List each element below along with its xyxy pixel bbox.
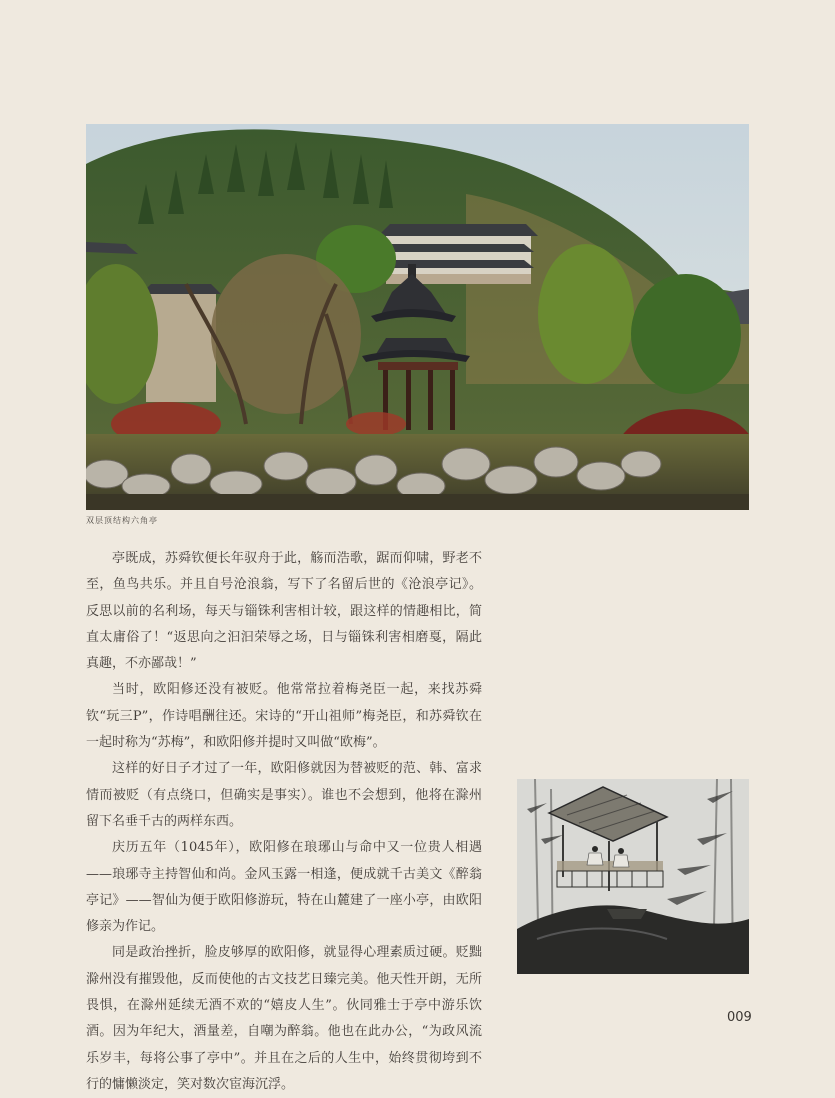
paragraph: 庆历五年（1045年），欧阳修在琅琊山与命中又一位贵人相遇——琅琊寺主持智仙和尚。金风玉露一相逢，便成就千古美文《醉翁亭记》——智仙为便于欧阳修游玩，特在山麓建了一座小亭，由欧阳修亲为作记。	[86, 840, 482, 935]
ink-painting-image	[517, 779, 749, 974]
photo-caption: 双层顶结构六角亭	[86, 516, 158, 525]
pavilion-photo-image	[86, 124, 749, 510]
ink-painting	[517, 779, 749, 974]
paragraph: 亭既成，苏舜钦便长年驭舟于此，觞而浩歌，踞而仰啸，野老不至，鱼鸟共乐。并且自号沧浪翁，写下了名留后世的《沧浪亭记》。反思以前的名利场，每天与锱铢利害相计较，跟这样的情趣相比，简直太庸俗了！“返思向之汩汩荣辱之场，日与锱铢利害相磨戛，隔此真趣，不亦鄙哉！”	[86, 551, 482, 672]
paragraph: 同是政治挫折，脸皮够厚的欧阳修，就显得心理素质过硬。贬黜滁州没有摧毁他，反而使他的古文技艺日臻完美。他天性开朗，无所畏惧，在滁州延续无酒不欢的“嬉皮人生”。伙同雅士于亭中游乐饮酒。因为年纪大，酒量差，自嘲为醉翁。他也在此办公，“为政风流乐岁丰，每将公事了亭中”。并且在之后的人生中，始终贯彻垮到不行的慵懒淡定，笑对数次宦海沉浮。	[86, 945, 482, 1092]
paragraph: 这样的好日子才过了一年，欧阳修就因为替被贬的范、韩、富求情而被贬（有点绕口，但确实是事实）。谁也不会想到，他将在滁州留下名垂千古的两样东西。	[86, 761, 482, 829]
page-number: 009	[727, 1010, 752, 1025]
paragraph: 当时，欧阳修还没有被贬。他常常拉着梅尧臣一起，来找苏舜钦“玩三P”，作诗唱酬往还。宋诗的“开山祖师”梅尧臣，和苏舜钦在一起时称为“苏梅”，和欧阳修并提时又叫做“欧梅”。	[86, 682, 482, 751]
pavilion-photo	[86, 124, 749, 510]
article-body	[86, 546, 482, 1098]
